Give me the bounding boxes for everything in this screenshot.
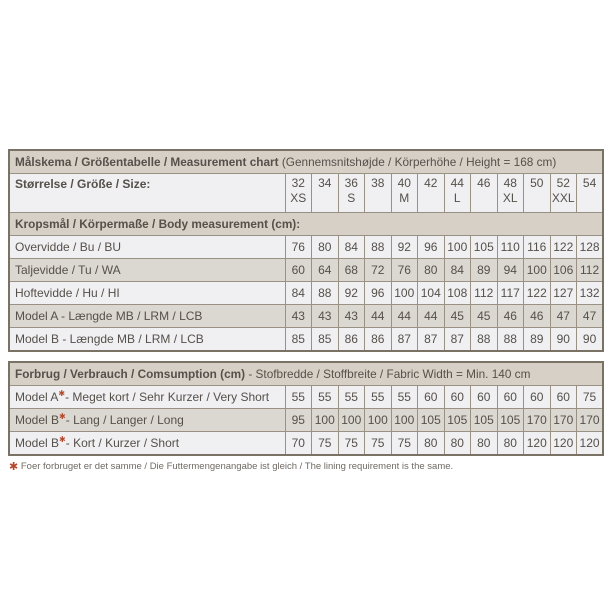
- value-cell: 68: [338, 259, 365, 282]
- value-cell: 88: [497, 328, 524, 352]
- value-cell: 120: [524, 432, 551, 456]
- value-cell: 55: [285, 386, 312, 409]
- size-number: 52: [556, 176, 570, 190]
- chart-wrap: [8, 149, 602, 473]
- measurement-table: [8, 149, 604, 352]
- value-cell: 64: [312, 259, 339, 282]
- size-row: [9, 174, 603, 213]
- value-cell: 96: [365, 282, 392, 305]
- value-cell: 44: [365, 305, 392, 328]
- size-letter: [312, 191, 338, 206]
- value-cell: 128: [577, 236, 604, 259]
- value-cell: 60: [471, 386, 498, 409]
- value-cell: 110: [497, 236, 524, 259]
- value-cell: 100: [365, 409, 392, 432]
- consumption-table-subtitle: - Stofbredde / Stoffbreite / Fabric Width = Min. 140 cm: [248, 367, 531, 381]
- footnote-text: Foer forbruget er det samme / Die Futtermengenangabe ist gleich / The lining requirement is the same.: [20, 461, 454, 472]
- table-row: [9, 328, 603, 352]
- row-label: [9, 432, 285, 456]
- value-cell: 104: [418, 282, 445, 305]
- value-cell: 46: [524, 305, 551, 328]
- value-cell: 95: [285, 409, 312, 432]
- value-cell: 120: [577, 432, 604, 456]
- size-cell: [550, 174, 577, 213]
- size-number: 38: [371, 176, 385, 190]
- value-cell: 94: [497, 259, 524, 282]
- measurement-header-row: [9, 150, 603, 174]
- size-number: 46: [477, 176, 491, 190]
- table-row: [9, 305, 603, 328]
- value-cell: 60: [285, 259, 312, 282]
- row-label: [9, 386, 285, 409]
- value-cell: 55: [391, 386, 418, 409]
- consumption-table-header: [9, 362, 603, 386]
- measurement-table-subtitle: (Gennemsnitshøjde / Körperhöhe / Height = 168 cm): [281, 155, 557, 169]
- value-cell: 86: [338, 328, 365, 352]
- size-letter: XS: [290, 191, 307, 205]
- body-measurement-section-row: [9, 213, 603, 236]
- value-cell: 88: [365, 236, 392, 259]
- table-row: [9, 409, 603, 432]
- size-letter: M: [399, 191, 410, 205]
- value-cell: 75: [365, 432, 392, 456]
- value-cell: 87: [444, 328, 471, 352]
- size-number: 32: [291, 176, 305, 190]
- table-row: [9, 259, 603, 282]
- value-cell: 90: [550, 328, 577, 352]
- value-cell: 120: [550, 432, 577, 456]
- value-cell: 47: [577, 305, 604, 328]
- row-label-prefix: Model B: [15, 436, 60, 450]
- size-cell: [418, 174, 445, 213]
- row-label-text: - Lang / Langer / Long: [65, 413, 184, 427]
- value-cell: 87: [418, 328, 445, 352]
- size-cell: [577, 174, 604, 213]
- body-measurement-section-header: Kropsmål / Körpermaße / Body measurement (cm):: [9, 213, 603, 236]
- value-cell: 122: [550, 236, 577, 259]
- value-cell: 89: [471, 259, 498, 282]
- value-cell: 60: [550, 386, 577, 409]
- row-label: Model B - Længde MB / LRM / LCB: [9, 328, 285, 352]
- value-cell: 100: [524, 259, 551, 282]
- value-cell: 80: [418, 432, 445, 456]
- value-cell: 80: [312, 236, 339, 259]
- size-row-label: Størrelse / Größe / Size:: [9, 174, 285, 213]
- value-cell: 55: [312, 386, 339, 409]
- consumption-header-row: [9, 362, 603, 386]
- value-cell: 46: [497, 305, 524, 328]
- size-cell: [312, 174, 339, 213]
- table-row: [9, 236, 603, 259]
- value-cell: 92: [338, 282, 365, 305]
- value-cell: 108: [444, 282, 471, 305]
- size-letter: [471, 191, 497, 206]
- table-row: [9, 386, 603, 409]
- size-number: 50: [530, 176, 544, 190]
- value-cell: 60: [444, 386, 471, 409]
- size-letter: XL: [502, 191, 518, 205]
- size-number: 36: [344, 176, 358, 190]
- size-number: 40: [397, 176, 411, 190]
- size-number: 48: [503, 176, 517, 190]
- footnote: [8, 460, 602, 473]
- size-cell: [285, 174, 312, 213]
- value-cell: 43: [285, 305, 312, 328]
- value-cell: 96: [418, 236, 445, 259]
- value-cell: 100: [338, 409, 365, 432]
- value-cell: 105: [418, 409, 445, 432]
- value-cell: 105: [497, 409, 524, 432]
- size-cell: [444, 174, 471, 213]
- value-cell: 112: [577, 259, 604, 282]
- value-cell: 60: [497, 386, 524, 409]
- value-cell: 55: [365, 386, 392, 409]
- value-cell: 80: [497, 432, 524, 456]
- size-letter: [418, 191, 444, 206]
- size-cell: [471, 174, 498, 213]
- size-cell: [391, 174, 418, 213]
- value-cell: 85: [312, 328, 339, 352]
- value-cell: 100: [391, 282, 418, 305]
- value-cell: 60: [418, 386, 445, 409]
- consumption-table-title: Forbrug / Verbrauch / Comsumption (cm): [15, 367, 246, 381]
- size-cell: [338, 174, 365, 213]
- value-cell: 55: [338, 386, 365, 409]
- size-number: 54: [582, 176, 597, 190]
- value-cell: 100: [444, 236, 471, 259]
- value-cell: 47: [550, 305, 577, 328]
- value-cell: 80: [471, 432, 498, 456]
- value-cell: 75: [338, 432, 365, 456]
- value-cell: 75: [312, 432, 339, 456]
- asterisk-icon: ✱: [58, 389, 66, 398]
- row-label-text: - Meget kort / Sehr Kurzer / Very Short: [65, 390, 270, 404]
- row-label: Overvidde / Bu / BU: [9, 236, 285, 259]
- value-cell: 105: [471, 236, 498, 259]
- value-cell: 72: [365, 259, 392, 282]
- value-cell: 45: [471, 305, 498, 328]
- value-cell: 87: [391, 328, 418, 352]
- value-cell: 170: [577, 409, 604, 432]
- asterisk-icon: ✱: [9, 460, 19, 473]
- value-cell: 88: [471, 328, 498, 352]
- row-label-text: - Kort / Kurzer / Short: [65, 436, 180, 450]
- value-cell: 76: [391, 259, 418, 282]
- row-label: Hoftevidde / Hu / HI: [9, 282, 285, 305]
- value-cell: 70: [285, 432, 312, 456]
- value-cell: 44: [418, 305, 445, 328]
- value-cell: 132: [577, 282, 604, 305]
- value-cell: 122: [524, 282, 551, 305]
- size-cell: [365, 174, 392, 213]
- value-cell: 43: [338, 305, 365, 328]
- value-cell: 170: [550, 409, 577, 432]
- row-label: [9, 409, 285, 432]
- value-cell: 88: [312, 282, 339, 305]
- measurement-table-title: Målskema / Größentabelle / Measurement chart: [15, 155, 279, 169]
- value-cell: 117: [497, 282, 524, 305]
- size-letter: [365, 191, 391, 206]
- value-cell: 89: [524, 328, 551, 352]
- value-cell: 45: [444, 305, 471, 328]
- value-cell: 127: [550, 282, 577, 305]
- size-cell: [497, 174, 524, 213]
- size-cell: [524, 174, 551, 213]
- value-cell: 80: [444, 432, 471, 456]
- value-cell: 105: [444, 409, 471, 432]
- size-letter: XXL: [551, 191, 575, 205]
- row-label-prefix: Model A: [15, 390, 59, 404]
- size-letter: [577, 191, 602, 206]
- value-cell: 75: [577, 386, 604, 409]
- size-number: 44: [450, 176, 464, 190]
- size-letter: S: [347, 191, 356, 205]
- value-cell: 116: [524, 236, 551, 259]
- value-cell: 92: [391, 236, 418, 259]
- value-cell: 80: [418, 259, 445, 282]
- value-cell: 84: [285, 282, 312, 305]
- value-cell: 60: [524, 386, 551, 409]
- value-cell: 112: [471, 282, 498, 305]
- consumption-table: [8, 361, 604, 456]
- value-cell: 76: [285, 236, 312, 259]
- table-row: [9, 282, 603, 305]
- value-cell: 90: [577, 328, 604, 352]
- size-number: 42: [424, 176, 438, 190]
- value-cell: 75: [391, 432, 418, 456]
- row-label: Model A - Længde MB / LRM / LCB: [9, 305, 285, 328]
- size-letter: L: [453, 191, 461, 205]
- value-cell: 100: [312, 409, 339, 432]
- size-letter: [524, 191, 550, 206]
- value-cell: 86: [365, 328, 392, 352]
- asterisk-icon: ✱: [59, 412, 66, 421]
- row-label-prefix: Model B: [15, 413, 60, 427]
- value-cell: 43: [312, 305, 339, 328]
- value-cell: 44: [391, 305, 418, 328]
- value-cell: 106: [550, 259, 577, 282]
- asterisk-icon: ✱: [59, 435, 66, 444]
- table-row: [9, 432, 603, 456]
- value-cell: 84: [444, 259, 471, 282]
- value-cell: 84: [338, 236, 365, 259]
- value-cell: 105: [471, 409, 498, 432]
- size-number: 34: [318, 176, 332, 190]
- row-label: Taljevidde / Tu / WA: [9, 259, 285, 282]
- value-cell: 100: [391, 409, 418, 432]
- value-cell: 170: [524, 409, 551, 432]
- value-cell: 85: [285, 328, 312, 352]
- measurement-table-header: [9, 150, 603, 174]
